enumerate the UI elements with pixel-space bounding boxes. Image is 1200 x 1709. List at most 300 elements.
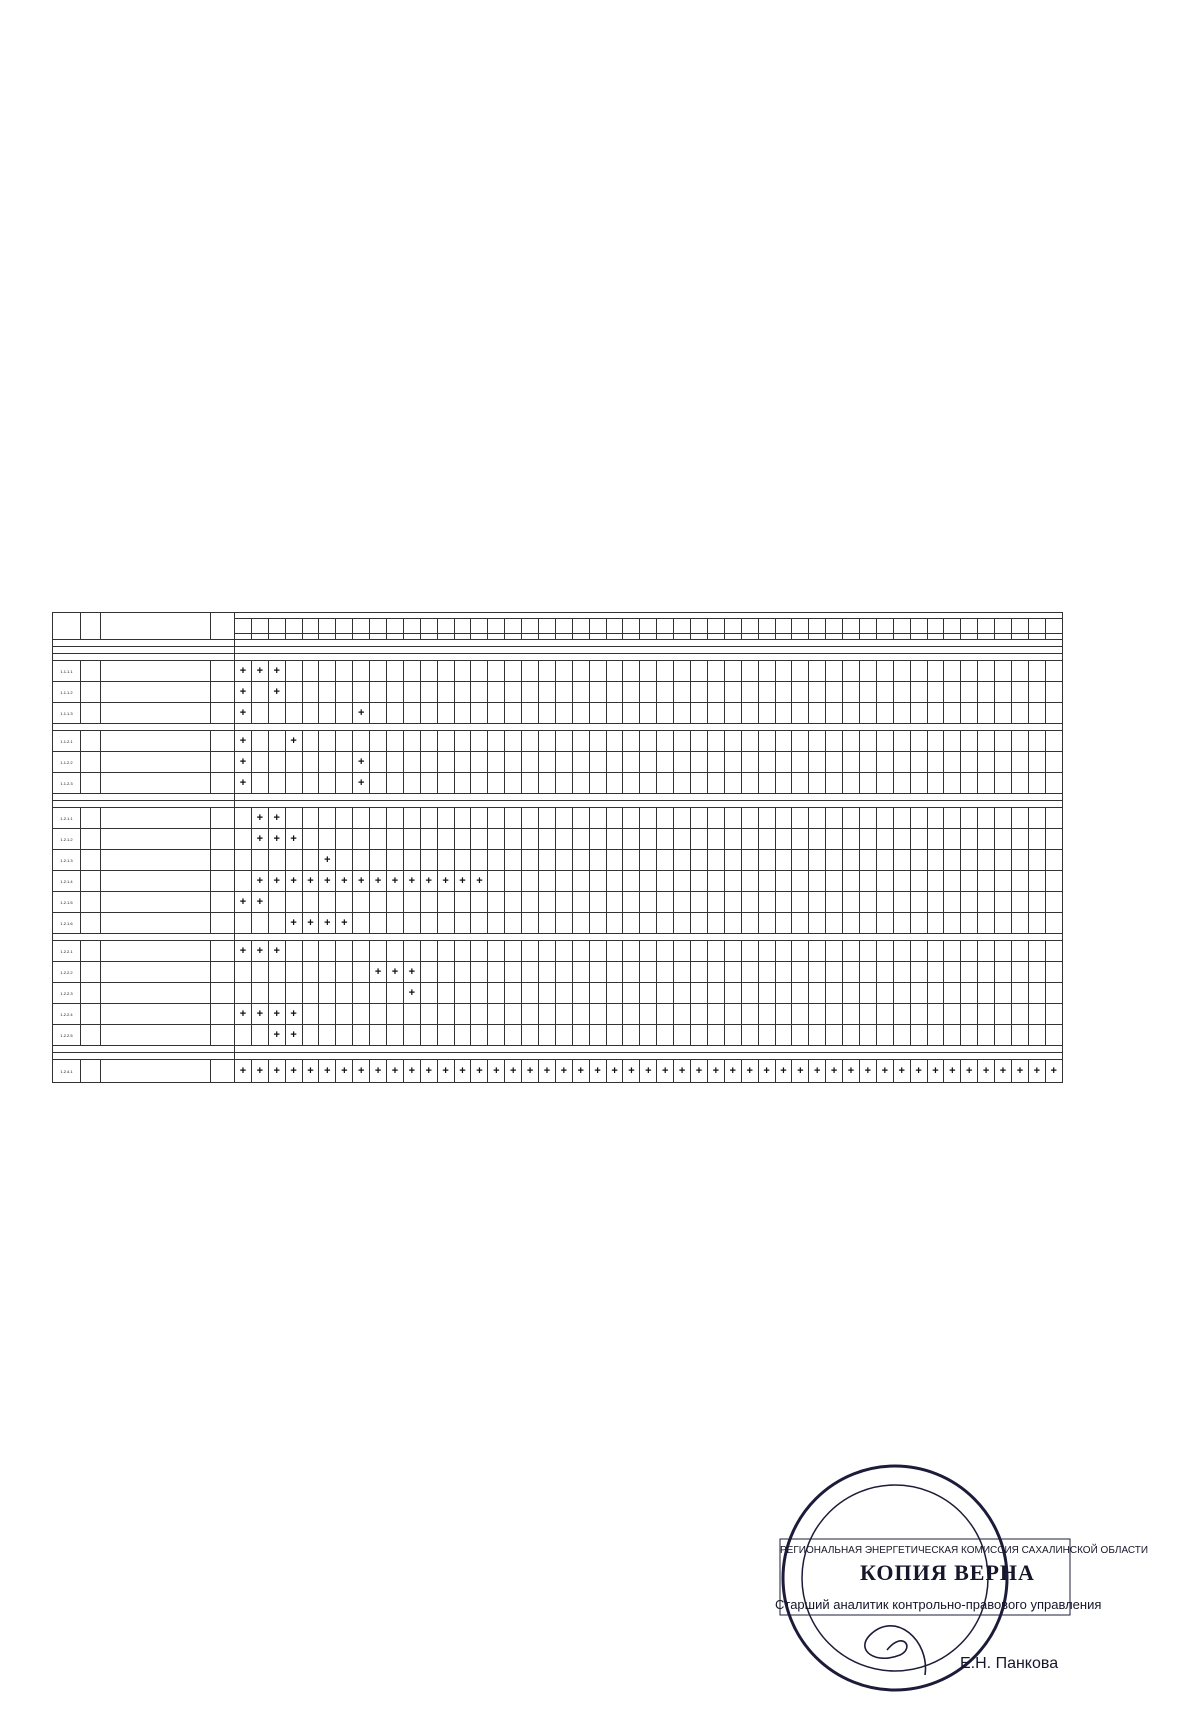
empty-cell [674, 871, 691, 892]
empty-cell [826, 892, 843, 913]
empty-cell [707, 703, 724, 724]
plus-mark: + [251, 829, 268, 850]
year-header [606, 619, 623, 634]
section-filler [235, 647, 1063, 654]
empty-cell [1028, 773, 1045, 794]
empty-cell [978, 941, 995, 962]
empty-cell [724, 983, 741, 1004]
year-header [657, 619, 674, 634]
empty-cell [1045, 962, 1062, 983]
empty-cell [657, 962, 674, 983]
empty-cell [235, 808, 252, 829]
empty-cell [505, 682, 522, 703]
empty-cell [657, 1025, 674, 1046]
plus-mark: + [674, 1060, 691, 1083]
empty-cell [1045, 1004, 1062, 1025]
plus-mark: + [370, 871, 387, 892]
empty-cell [707, 1025, 724, 1046]
empty-cell [522, 808, 539, 829]
plus-mark: + [285, 913, 302, 934]
empty-cell [775, 850, 792, 871]
empty-cell [403, 913, 420, 934]
empty-cell [589, 829, 606, 850]
empty-cell [859, 682, 876, 703]
empty-cell [707, 661, 724, 682]
empty-cell [792, 808, 809, 829]
plus-mark: + [268, 829, 285, 850]
empty-cell [707, 850, 724, 871]
empty-cell [657, 808, 674, 829]
empty-cell [437, 773, 454, 794]
empty-cell [775, 752, 792, 773]
empty-cell [927, 773, 944, 794]
empty-cell [1028, 941, 1045, 962]
empty-cell [319, 892, 336, 913]
empty-cell [403, 682, 420, 703]
row-sub-number [81, 913, 101, 934]
empty-cell [268, 752, 285, 773]
empty-cell [555, 661, 572, 682]
year-header [927, 619, 944, 634]
empty-cell [961, 808, 978, 829]
empty-cell [876, 752, 893, 773]
empty-cell [285, 808, 302, 829]
empty-cell [910, 962, 927, 983]
empty-cell [437, 941, 454, 962]
empty-cell [657, 703, 674, 724]
empty-cell [893, 941, 910, 962]
row-description [101, 871, 211, 892]
empty-cell [606, 850, 623, 871]
row-value [211, 913, 235, 934]
empty-cell [1011, 773, 1028, 794]
row-number: 1.2.2.4 [53, 1004, 81, 1025]
empty-cell [691, 941, 708, 962]
empty-cell [859, 773, 876, 794]
empty-cell [555, 829, 572, 850]
empty-cell [741, 752, 758, 773]
empty-cell [437, 731, 454, 752]
empty-cell [505, 892, 522, 913]
empty-cell [826, 731, 843, 752]
empty-cell [859, 941, 876, 962]
empty-cell [488, 913, 505, 934]
plus-mark: + [403, 962, 420, 983]
empty-cell [995, 773, 1012, 794]
empty-cell [606, 1004, 623, 1025]
empty-cell [792, 731, 809, 752]
empty-cell [572, 871, 589, 892]
plus-mark: + [319, 913, 336, 934]
empty-cell [522, 871, 539, 892]
empty-cell [944, 682, 961, 703]
row-number: 1.2.4.1 [53, 1060, 81, 1083]
empty-cell [1011, 962, 1028, 983]
empty-cell [876, 829, 893, 850]
empty-cell [910, 941, 927, 962]
empty-cell [336, 983, 353, 1004]
empty-cell [876, 682, 893, 703]
empty-cell [251, 703, 268, 724]
empty-cell [707, 829, 724, 850]
row-sub-number [81, 1025, 101, 1046]
header-value [211, 613, 235, 640]
empty-cell [859, 703, 876, 724]
empty-cell [691, 752, 708, 773]
empty-cell [471, 661, 488, 682]
empty-cell [961, 1004, 978, 1025]
empty-cell [268, 731, 285, 752]
row-description [101, 941, 211, 962]
empty-cell [1011, 1004, 1028, 1025]
empty-cell [353, 1025, 370, 1046]
empty-cell [539, 752, 556, 773]
row-description [101, 1025, 211, 1046]
empty-cell [387, 829, 404, 850]
empty-cell [387, 752, 404, 773]
table-row [53, 983, 1063, 1004]
row-number: 1.1.1.3 [53, 703, 81, 724]
row-number: 1.1.1.2 [53, 682, 81, 703]
empty-cell [522, 752, 539, 773]
empty-cell [471, 703, 488, 724]
plus-mark: + [235, 661, 252, 682]
empty-cell [505, 962, 522, 983]
empty-cell [1028, 962, 1045, 983]
empty-cell [471, 962, 488, 983]
empty-cell [826, 661, 843, 682]
table-row [53, 1060, 1063, 1083]
empty-cell [978, 871, 995, 892]
empty-cell [893, 962, 910, 983]
empty-cell [707, 983, 724, 1004]
empty-cell [319, 941, 336, 962]
empty-cell [674, 661, 691, 682]
empty-cell [978, 703, 995, 724]
empty-cell [471, 892, 488, 913]
empty-cell [1045, 731, 1062, 752]
empty-cell [707, 752, 724, 773]
empty-cell [944, 829, 961, 850]
empty-cell [589, 871, 606, 892]
empty-cell [995, 703, 1012, 724]
signature [865, 1626, 926, 1675]
empty-cell [859, 913, 876, 934]
empty-cell [285, 892, 302, 913]
empty-cell [336, 661, 353, 682]
empty-cell [437, 829, 454, 850]
empty-cell [876, 773, 893, 794]
section-row [53, 1046, 1063, 1053]
empty-cell [505, 808, 522, 829]
empty-cell [809, 850, 826, 871]
empty-cell [572, 829, 589, 850]
empty-cell [978, 913, 995, 934]
plus-mark: + [285, 731, 302, 752]
empty-cell [995, 731, 1012, 752]
empty-cell [657, 731, 674, 752]
empty-cell [961, 752, 978, 773]
empty-cell [589, 962, 606, 983]
row-sub-number [81, 752, 101, 773]
empty-cell [961, 892, 978, 913]
empty-cell [893, 682, 910, 703]
empty-cell [859, 808, 876, 829]
empty-cell [268, 962, 285, 983]
plus-mark: + [235, 731, 252, 752]
empty-cell [505, 773, 522, 794]
empty-cell [961, 850, 978, 871]
empty-cell [876, 871, 893, 892]
empty-cell [657, 773, 674, 794]
year-header [859, 619, 876, 634]
empty-cell [826, 850, 843, 871]
empty-cell [978, 962, 995, 983]
empty-cell [1011, 913, 1028, 934]
year-header [724, 619, 741, 634]
empty-cell [522, 1004, 539, 1025]
empty-cell [674, 850, 691, 871]
empty-cell [809, 773, 826, 794]
plus-mark: + [285, 1004, 302, 1025]
section-filler [235, 1046, 1063, 1053]
empty-cell [336, 941, 353, 962]
plus-mark: + [691, 1060, 708, 1083]
empty-cell [910, 808, 927, 829]
empty-cell [809, 871, 826, 892]
empty-cell [572, 983, 589, 1004]
section-title [53, 1046, 235, 1053]
plus-mark: + [319, 871, 336, 892]
row-sub-number [81, 892, 101, 913]
empty-cell [471, 682, 488, 703]
empty-cell [995, 892, 1012, 913]
plus-mark: + [251, 808, 268, 829]
empty-cell [674, 913, 691, 934]
plus-mark: + [876, 1060, 893, 1083]
empty-cell [741, 682, 758, 703]
empty-cell [640, 871, 657, 892]
empty-cell [843, 850, 860, 871]
empty-cell [555, 850, 572, 871]
empty-cell [792, 752, 809, 773]
plus-mark: + [336, 1060, 353, 1083]
empty-cell [691, 983, 708, 1004]
year-header [826, 619, 843, 634]
empty-cell [640, 941, 657, 962]
empty-cell [302, 703, 319, 724]
empty-cell [420, 773, 437, 794]
empty-cell [826, 829, 843, 850]
empty-cell [488, 703, 505, 724]
empty-cell [724, 731, 741, 752]
year-header [758, 619, 775, 634]
stamp-signatory-name: Е.Н. Панкова [960, 1655, 1059, 1672]
row-value [211, 850, 235, 871]
plus-mark: + [302, 913, 319, 934]
empty-cell [623, 682, 640, 703]
empty-cell [674, 1004, 691, 1025]
empty-cell [420, 1025, 437, 1046]
empty-cell [724, 941, 741, 962]
empty-cell [606, 941, 623, 962]
empty-cell [1045, 829, 1062, 850]
empty-cell [859, 892, 876, 913]
row-value [211, 661, 235, 682]
empty-cell [758, 871, 775, 892]
empty-cell [674, 1025, 691, 1046]
empty-cell [251, 962, 268, 983]
empty-cell [640, 829, 657, 850]
empty-cell [488, 962, 505, 983]
empty-cell [775, 703, 792, 724]
row-description [101, 913, 211, 934]
section-filler [235, 654, 1063, 661]
empty-cell [741, 661, 758, 682]
empty-cell [589, 752, 606, 773]
empty-cell [910, 703, 927, 724]
table-row [53, 962, 1063, 983]
empty-cell [336, 773, 353, 794]
empty-cell [640, 892, 657, 913]
empty-cell [826, 682, 843, 703]
empty-cell [606, 703, 623, 724]
row-description [101, 731, 211, 752]
empty-cell [961, 962, 978, 983]
appendix-header [985, 498, 1145, 504]
empty-cell [302, 682, 319, 703]
empty-cell [539, 829, 556, 850]
empty-cell [539, 808, 556, 829]
empty-cell [387, 731, 404, 752]
plus-mark: + [437, 871, 454, 892]
empty-cell [876, 1004, 893, 1025]
empty-cell [505, 731, 522, 752]
plus-mark: + [741, 1060, 758, 1083]
empty-cell [302, 941, 319, 962]
empty-cell [336, 682, 353, 703]
empty-cell [235, 983, 252, 1004]
empty-cell [843, 808, 860, 829]
empty-cell [741, 703, 758, 724]
year-header [437, 619, 454, 634]
plus-mark: + [353, 752, 370, 773]
table-row [53, 731, 1063, 752]
plus-mark: + [589, 1060, 606, 1083]
stamp-copy-label: КОПИЯ ВЕРНА [860, 1560, 1035, 1585]
empty-cell [454, 773, 471, 794]
year-header [978, 619, 995, 634]
empty-cell [454, 703, 471, 724]
empty-cell [826, 808, 843, 829]
year-header [505, 619, 522, 634]
empty-cell [809, 829, 826, 850]
empty-cell [775, 1004, 792, 1025]
empty-cell [1028, 682, 1045, 703]
empty-cell [792, 682, 809, 703]
empty-cell [555, 808, 572, 829]
year-header [674, 619, 691, 634]
empty-cell [606, 661, 623, 682]
empty-cell [437, 661, 454, 682]
empty-cell [758, 829, 775, 850]
empty-cell [978, 661, 995, 682]
empty-cell [691, 1004, 708, 1025]
year-header [319, 619, 336, 634]
empty-cell [488, 752, 505, 773]
empty-cell [876, 808, 893, 829]
empty-cell [843, 661, 860, 682]
empty-cell [792, 850, 809, 871]
empty-cell [606, 773, 623, 794]
empty-cell [910, 829, 927, 850]
empty-cell [657, 892, 674, 913]
empty-cell [843, 703, 860, 724]
empty-cell [454, 731, 471, 752]
header-name [101, 613, 211, 640]
empty-cell [691, 1025, 708, 1046]
section-filler [235, 640, 1063, 647]
empty-cell [437, 1004, 454, 1025]
empty-cell [505, 941, 522, 962]
plus-mark: + [370, 962, 387, 983]
row-number: 1.2.1.3 [53, 850, 81, 871]
empty-cell [285, 682, 302, 703]
empty-cell [302, 1025, 319, 1046]
section-row [53, 934, 1063, 941]
empty-cell [420, 829, 437, 850]
empty-cell [775, 962, 792, 983]
empty-cell [387, 661, 404, 682]
section-row [53, 794, 1063, 801]
empty-cell [1028, 983, 1045, 1004]
year-header [268, 619, 285, 634]
empty-cell [319, 682, 336, 703]
year-header [353, 619, 370, 634]
empty-cell [826, 773, 843, 794]
row-value [211, 682, 235, 703]
empty-cell [826, 1025, 843, 1046]
empty-cell [978, 892, 995, 913]
plus-mark: + [910, 1060, 927, 1083]
section-filler [235, 1053, 1063, 1060]
empty-cell [403, 850, 420, 871]
row-description [101, 983, 211, 1004]
empty-cell [978, 850, 995, 871]
plus-mark: + [353, 1060, 370, 1083]
empty-cell [606, 731, 623, 752]
empty-cell [437, 1025, 454, 1046]
plus-mark: + [927, 1060, 944, 1083]
empty-cell [826, 703, 843, 724]
empty-cell [268, 983, 285, 1004]
empty-cell [1045, 703, 1062, 724]
empty-cell [522, 1025, 539, 1046]
empty-cell [606, 983, 623, 1004]
row-description [101, 703, 211, 724]
empty-cell [1045, 913, 1062, 934]
empty-cell [775, 773, 792, 794]
empty-cell [370, 829, 387, 850]
empty-cell [522, 892, 539, 913]
empty-cell [437, 703, 454, 724]
empty-cell [251, 752, 268, 773]
plus-mark: + [268, 871, 285, 892]
empty-cell [336, 1004, 353, 1025]
empty-cell [927, 962, 944, 983]
empty-cell [995, 661, 1012, 682]
empty-cell [437, 682, 454, 703]
